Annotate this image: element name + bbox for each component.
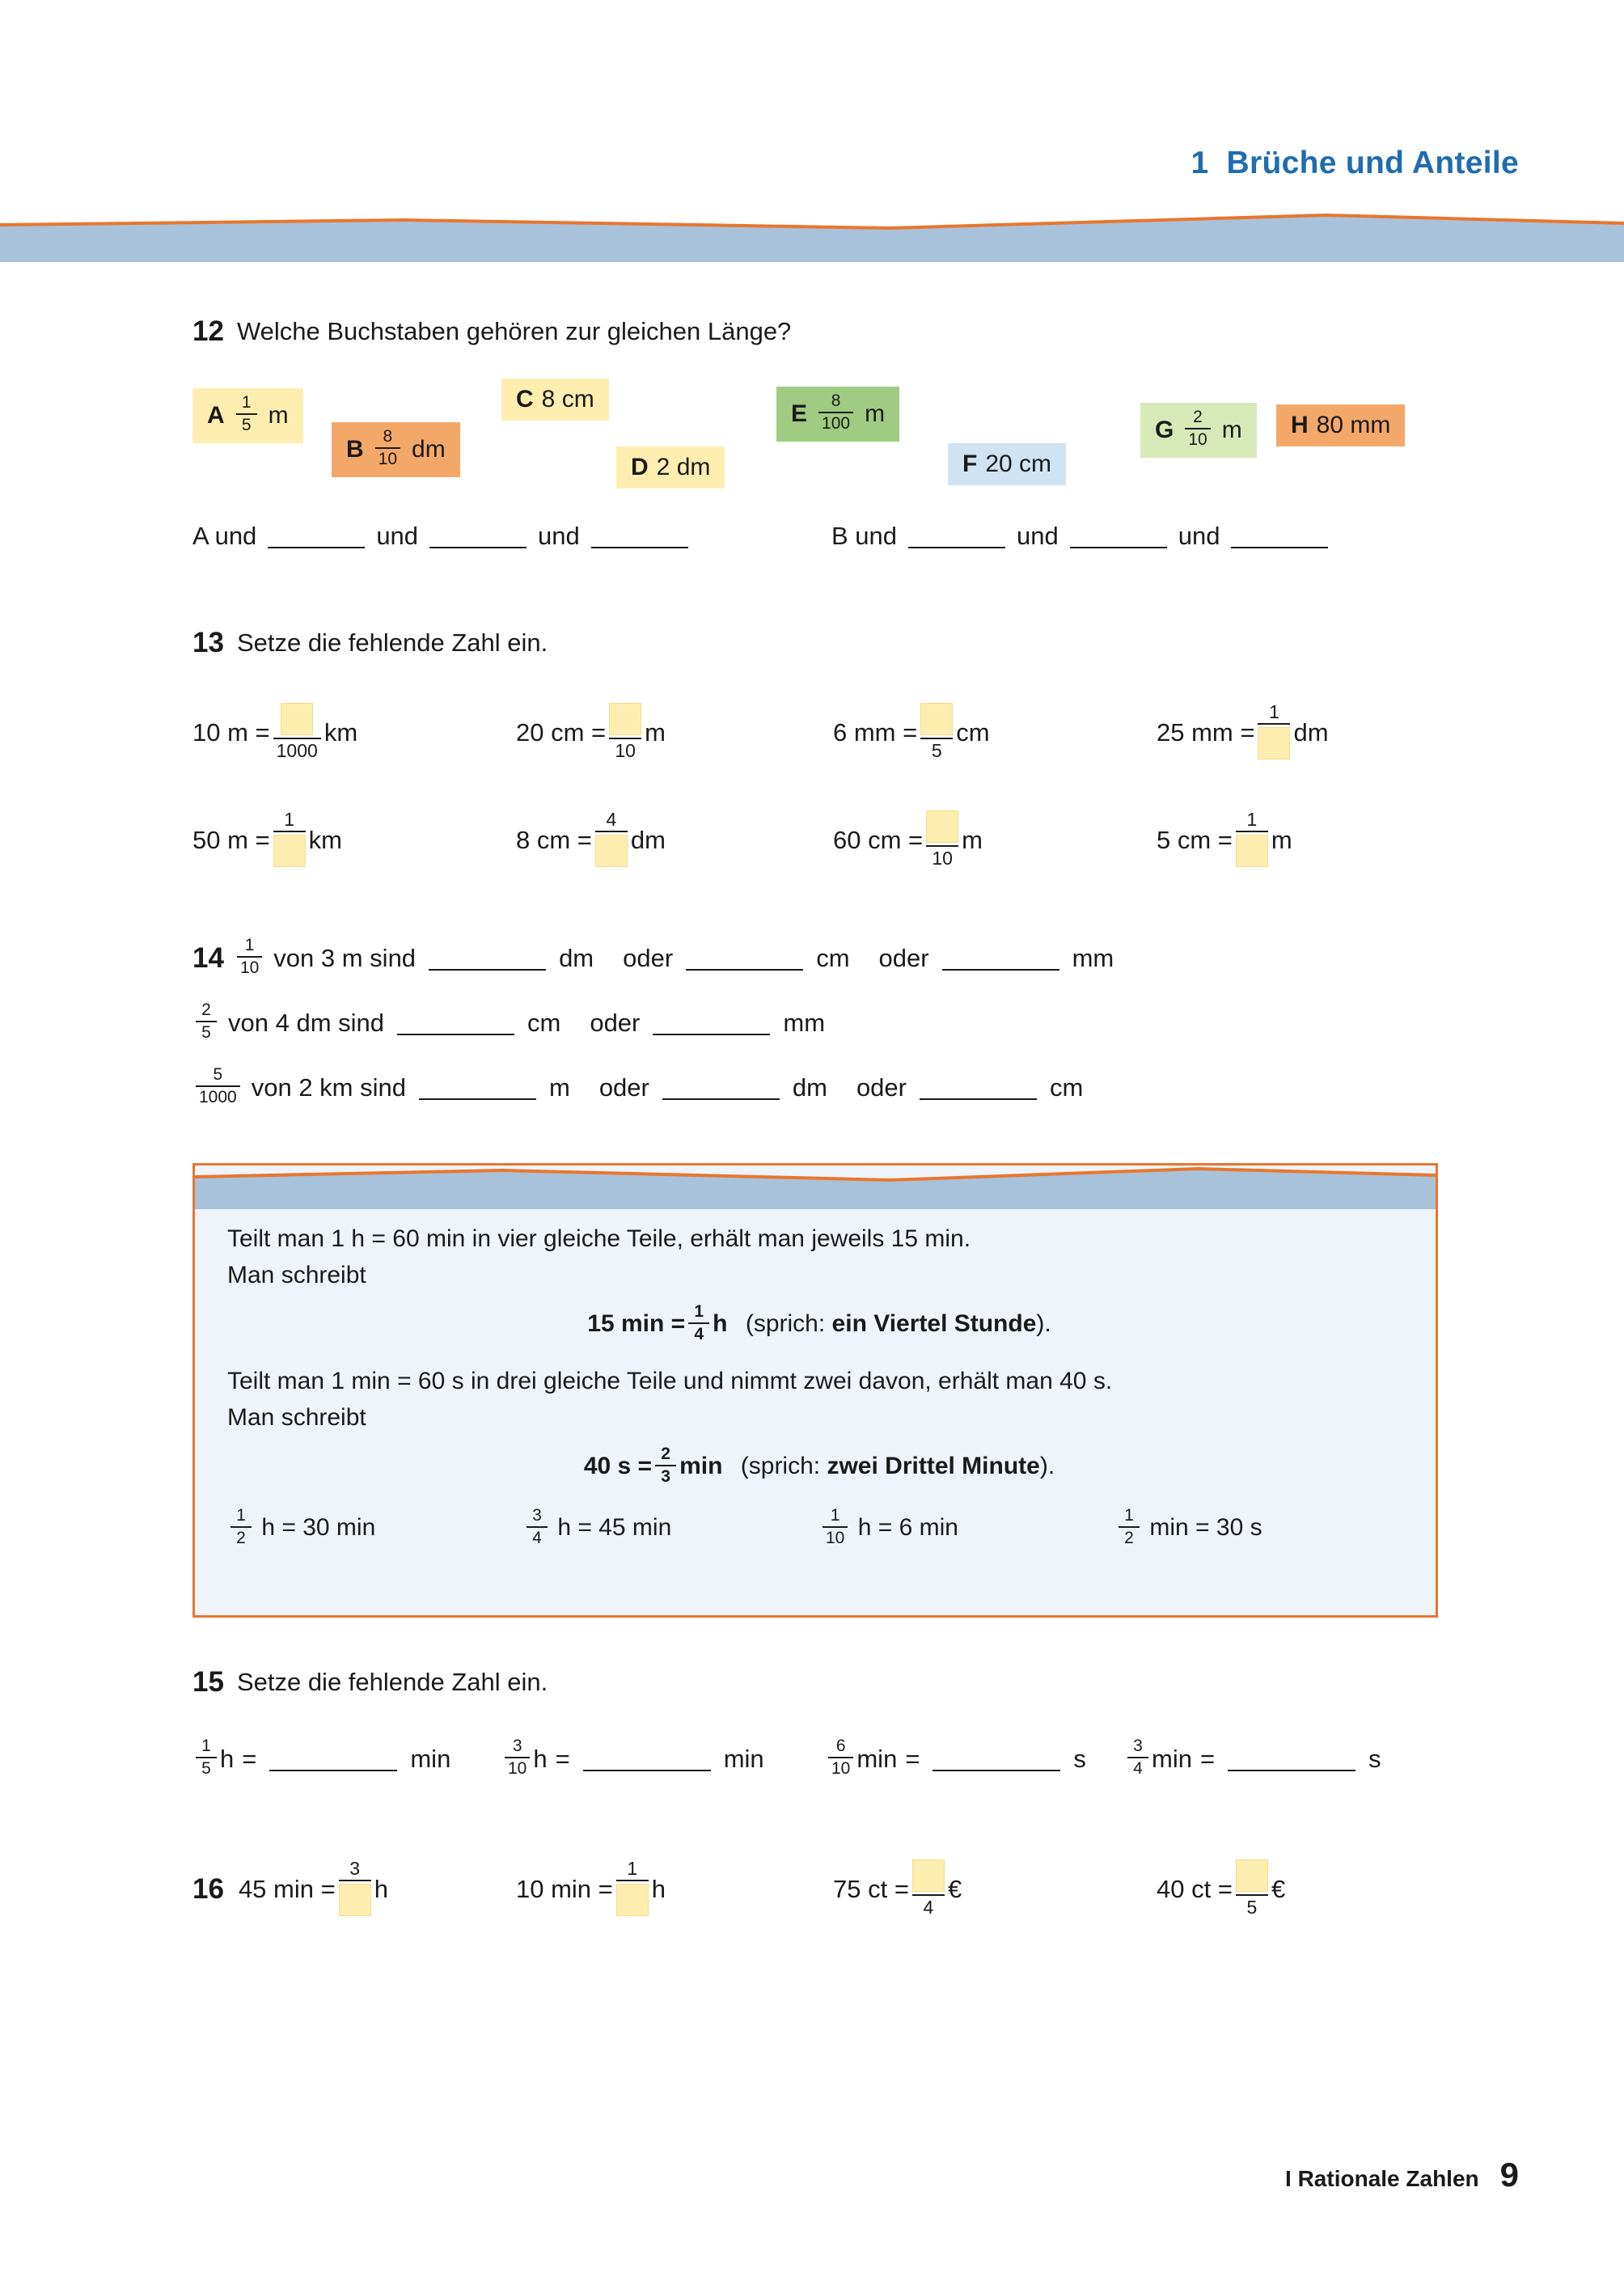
exercise-15-item-4	[1124, 1739, 1381, 1779]
fraction-bar	[196, 1085, 240, 1087]
tile-E-unit: m	[865, 400, 886, 428]
fraction-bar	[375, 447, 400, 449]
denominator: 10	[508, 1759, 527, 1779]
item-fraction	[339, 1859, 371, 1917]
tile-H-letter: H	[1291, 412, 1309, 438]
line-joiner: oder	[590, 1009, 641, 1038]
exercise-13-item-7	[833, 811, 983, 869]
denominator: 10	[239, 958, 260, 978]
answer-box[interactable]	[616, 1884, 649, 1916]
item-unit: dm	[630, 826, 666, 855]
line-unit: cm	[1049, 1073, 1084, 1102]
example-unit: h	[261, 1514, 276, 1542]
item-unit: min	[856, 1745, 898, 1774]
item-unit: h	[220, 1745, 235, 1774]
exercise-15-number: 15	[192, 1666, 224, 1698]
denominator: 2	[1124, 1529, 1134, 1548]
fraction-bar	[1185, 428, 1210, 429]
item-result-unit: min	[723, 1745, 764, 1774]
tile-A-numerator: 1	[241, 393, 252, 412]
tile-E-letter: E	[791, 400, 808, 428]
page-footer	[1285, 2156, 1519, 2194]
formula-2-unit: min	[679, 1453, 723, 1480]
example-fraction	[527, 1507, 548, 1547]
fraction-bar	[655, 1465, 676, 1466]
line-fraction	[196, 1001, 217, 1042]
fraction-bar	[196, 1021, 217, 1022]
formula-1-left: 15 min =	[587, 1309, 686, 1337]
answer-blank[interactable]	[1231, 524, 1328, 548]
item-left: 45 min =	[238, 1875, 336, 1904]
answer-blank[interactable]	[583, 1747, 711, 1771]
example-result: = 30 s	[1195, 1514, 1262, 1542]
exercise-16-number: 16	[192, 1873, 224, 1906]
fraction-bar	[1127, 1757, 1148, 1758]
info-paragraph-2: Teilt man 1 min = 60 s in drei gleiche Teile und nimmt zwei davon, erhält man 40 s.	[227, 1368, 1113, 1395]
fraction-bar	[920, 738, 953, 739]
tile-B-numerator: 8	[383, 427, 393, 446]
answer-blank[interactable]	[1228, 1747, 1355, 1771]
exercise-16-item-3	[833, 1860, 962, 1919]
tile-D-value: 2 dm	[656, 454, 711, 480]
item-unit: min	[1152, 1745, 1192, 1774]
fraction-bar	[595, 831, 628, 832]
answer-box[interactable]	[926, 810, 958, 843]
header-decorative-band	[0, 212, 1624, 262]
denominator: 4	[1133, 1759, 1143, 1779]
exercise-13-title: Setze die fehlende Zahl ein.	[236, 628, 548, 657]
line-unit: m	[548, 1073, 570, 1102]
tile-F[interactable]	[948, 443, 1066, 485]
answer-blank[interactable]	[653, 1011, 770, 1035]
fraction-bar	[273, 831, 306, 832]
numerator: 1	[830, 1506, 840, 1525]
formula-1-unit: h	[713, 1309, 728, 1337]
item-unit: m	[1271, 826, 1292, 855]
denominator: 10	[615, 740, 636, 761]
answer-box[interactable]	[339, 1884, 371, 1916]
denominator: 2	[236, 1529, 246, 1548]
item-result-unit: min	[410, 1745, 451, 1774]
tile-A[interactable]	[192, 388, 303, 443]
line-unit: cm	[816, 944, 850, 973]
fraction-bar	[196, 1757, 217, 1758]
item-fraction	[616, 1859, 649, 1917]
tile-A-fraction	[236, 394, 257, 434]
item-unit: h	[651, 1875, 666, 1904]
item-fraction	[273, 810, 306, 868]
formula-2-tail-close: ).	[1039, 1453, 1055, 1480]
item-left: 10 min =	[516, 1875, 613, 1904]
tile-G-denominator: 10	[1188, 430, 1207, 450]
exercise-16-item-2	[516, 1860, 666, 1919]
item-left: 50 m =	[192, 826, 270, 855]
example-result: = 45 min	[577, 1514, 672, 1542]
exercise-12-title: Welche Buchstaben gehören zur gleichen Länge?	[236, 317, 792, 345]
tile-A-letter: A	[207, 402, 225, 429]
item-equals: =	[1199, 1745, 1216, 1774]
item-fraction	[912, 1859, 945, 1917]
info-box-band	[195, 1166, 1436, 1209]
formula-2-fraction	[655, 1445, 676, 1486]
fraction-bar	[828, 1757, 853, 1758]
info-formula-2	[227, 1447, 1411, 1487]
tile-D[interactable]	[616, 446, 725, 489]
info-example-4	[1115, 1508, 1411, 1549]
item-unit: h	[533, 1745, 548, 1774]
item-unit: h	[374, 1875, 388, 1904]
answer-box[interactable]	[1236, 1859, 1268, 1892]
tile-E-numerator: 8	[831, 391, 841, 410]
item-equals: =	[905, 1745, 920, 1774]
tile-C-value: 8 cm	[541, 386, 594, 412]
denominator: 4	[694, 1325, 704, 1344]
denominator: 1000	[199, 1088, 237, 1107]
fraction-bar	[926, 845, 958, 847]
denominator: 3	[661, 1467, 670, 1487]
numerator: 4	[606, 809, 617, 830]
exercise-16-item-4	[1157, 1860, 1285, 1919]
numerator: 2	[661, 1445, 670, 1464]
item-left: 40 ct =	[1157, 1875, 1233, 1904]
example-fraction	[823, 1507, 848, 1547]
example-unit: h	[857, 1514, 872, 1542]
numerator: 3	[1133, 1737, 1143, 1755]
example-result: = 30 min	[281, 1514, 376, 1542]
item-unit: cm	[956, 718, 990, 747]
formula-2-bold: zwei Drittel Minute	[827, 1453, 1040, 1480]
example-unit: h	[557, 1514, 572, 1542]
numerator: 1	[284, 809, 295, 830]
answer-box[interactable]	[920, 703, 953, 735]
item-equals: =	[555, 1745, 570, 1774]
numerator: 2	[201, 1001, 211, 1019]
page-header-title	[1191, 146, 1519, 181]
info-example-1	[227, 1508, 523, 1549]
exercise-15-title: Setze die fehlende Zahl ein.	[236, 1668, 548, 1696]
numerator: 6	[835, 1737, 846, 1755]
answer-blank[interactable]	[419, 1076, 536, 1100]
formula-2-tail-open: (sprich:	[740, 1453, 821, 1480]
exercise-15-item-1	[192, 1739, 450, 1779]
info-example-2	[523, 1508, 819, 1549]
tile-B-letter: B	[346, 436, 364, 463]
formula-1-bold: ein Viertel Stunde	[831, 1309, 1037, 1337]
denominator: 5	[201, 1759, 211, 1779]
tile-B-fraction	[375, 428, 400, 468]
fraction-bar	[818, 412, 853, 413]
item-result-unit: s	[1368, 1745, 1381, 1774]
exercise-13-item-3	[833, 704, 990, 762]
tile-C[interactable]	[501, 379, 609, 421]
exercise-12-answer-row-A	[192, 522, 700, 551]
numerator: 1	[236, 1506, 246, 1525]
line-fraction	[237, 937, 262, 977]
line-unit: mm	[783, 1009, 826, 1038]
fraction-bar	[230, 1526, 252, 1528]
exercise-12-answer-row-B	[831, 522, 1339, 551]
example-result: = 6 min	[878, 1514, 958, 1542]
answer-joiner: und	[1178, 522, 1220, 550]
denominator: 10	[831, 1759, 851, 1779]
item-left: 8 cm =	[516, 826, 592, 855]
exercise-14-line-1	[192, 938, 1114, 979]
line-text: von 4 dm sind	[228, 1009, 384, 1038]
answer-blank[interactable]	[942, 946, 1059, 971]
answer-box[interactable]	[281, 703, 313, 735]
exercise-13-item-2	[516, 704, 666, 762]
fraction-bar	[1236, 831, 1268, 832]
denominator: 10	[932, 848, 953, 869]
item-unit: m	[962, 826, 983, 855]
line-unit: dm	[792, 1073, 827, 1102]
numerator: 5	[213, 1065, 223, 1084]
fraction-bar	[688, 1322, 709, 1324]
item-unit: dm	[1293, 718, 1329, 747]
exercise-13-item-4	[1157, 701, 1329, 762]
tile-G-fraction	[1185, 408, 1210, 449]
denominator: 5	[201, 1023, 211, 1043]
answer-joiner: und	[1017, 522, 1059, 550]
item-unit: €	[947, 1875, 962, 1904]
tile-D-letter: D	[631, 454, 649, 480]
answer-blank[interactable]	[397, 1011, 514, 1035]
exercise-14-line-2	[192, 1003, 825, 1043]
answer-blank[interactable]	[908, 524, 1005, 548]
answer-blank[interactable]	[268, 524, 365, 548]
exercise-15-item-3	[825, 1739, 1086, 1779]
item-unit: m	[645, 718, 666, 747]
item-fraction	[920, 702, 953, 760]
answer-blank[interactable]	[591, 524, 688, 548]
item-left: 10 m =	[192, 718, 270, 747]
tile-F-letter: F	[962, 451, 978, 477]
denominator: 5	[931, 740, 942, 761]
fraction-bar	[616, 1880, 649, 1881]
fraction-bar	[505, 1757, 530, 1758]
numerator: 1	[244, 936, 255, 954]
tile-F-value: 20 cm	[985, 451, 1052, 477]
item-left: 60 cm =	[833, 826, 924, 855]
answer-box[interactable]	[609, 703, 641, 735]
answer-box[interactable]	[273, 835, 306, 867]
answer-blank[interactable]	[686, 946, 803, 971]
fraction-bar	[823, 1526, 848, 1528]
answer-box[interactable]	[1258, 727, 1290, 759]
item-equals: =	[242, 1745, 257, 1774]
answer-joiner: und	[538, 522, 580, 550]
answer-A-start: A und	[192, 522, 257, 550]
tile-B[interactable]	[332, 422, 460, 477]
info-box-content	[227, 1221, 1411, 1549]
item-left: 25 mm =	[1157, 718, 1255, 747]
item-fraction	[1236, 810, 1268, 868]
answer-joiner: und	[376, 522, 419, 550]
tile-G-letter: G	[1155, 417, 1174, 444]
numerator: 1	[1269, 701, 1279, 722]
line-fraction	[196, 1066, 240, 1106]
item-left: 5 cm =	[1157, 826, 1233, 855]
fraction-bar	[1258, 723, 1290, 725]
numerator: 1	[1124, 1506, 1134, 1525]
denominator: 4	[532, 1529, 542, 1548]
item-unit: €	[1271, 1875, 1286, 1904]
item-result-unit: s	[1073, 1745, 1086, 1774]
fraction-bar	[527, 1526, 548, 1528]
exercise-13-item-5	[192, 811, 342, 869]
item-fraction	[1127, 1737, 1148, 1778]
info-paragraph-1: Teilt man 1 h = 60 min in vier gleiche Teile, erhält man jeweils 15 min.	[227, 1225, 971, 1252]
fraction-bar	[1236, 1894, 1268, 1896]
line-text: von 2 km sind	[251, 1073, 406, 1102]
item-unit: km	[324, 718, 358, 747]
denominator: 5	[1246, 1897, 1258, 1918]
tile-E-fraction	[818, 392, 853, 433]
numerator: 1	[694, 1302, 704, 1321]
item-left: 20 cm =	[516, 718, 607, 747]
exercise-12-heading	[192, 315, 791, 348]
numerator: 1	[1246, 809, 1258, 830]
info-examples	[227, 1508, 1411, 1549]
tile-E-denominator: 100	[822, 414, 851, 434]
formula-1-fraction	[688, 1303, 709, 1343]
exercise-13-item-8	[1157, 811, 1292, 869]
info-paragraph-1b: Man schreibt	[227, 1262, 366, 1288]
answer-box[interactable]	[912, 1859, 945, 1892]
exercise-16-item-1	[192, 1860, 388, 1919]
formula-1-tail-close: ).	[1036, 1309, 1051, 1337]
line-unit: mm	[1072, 944, 1114, 973]
exercise-13-heading	[192, 627, 548, 659]
exercise-14-number: 14	[192, 942, 224, 975]
line-unit: cm	[527, 1009, 561, 1038]
tile-A-denominator: 5	[241, 416, 252, 435]
info-paragraph-2b: Man schreibt	[227, 1404, 366, 1432]
fraction-bar	[236, 413, 257, 415]
item-fraction	[828, 1737, 853, 1778]
tile-G[interactable]	[1140, 403, 1257, 458]
numerator: 3	[532, 1506, 542, 1525]
item-fraction	[273, 702, 321, 760]
numerator: 3	[349, 1858, 361, 1879]
formula-1-tail-open: (sprich:	[745, 1309, 826, 1337]
item-left: 75 ct =	[833, 1875, 909, 1904]
item-left: 6 mm =	[833, 718, 918, 747]
item-fraction	[196, 1737, 217, 1778]
tile-H-value: 80 mm	[1316, 412, 1391, 438]
answer-B-start: B und	[831, 522, 898, 550]
exercise-15-heading	[192, 1666, 548, 1699]
fraction-bar	[339, 1880, 371, 1881]
answer-blank[interactable]	[662, 1076, 780, 1100]
item-fraction	[609, 702, 641, 760]
tile-G-unit: m	[1221, 417, 1242, 444]
exercise-13-number: 13	[192, 627, 224, 658]
line-joiner: oder	[856, 1073, 907, 1102]
tile-G-numerator: 2	[1193, 408, 1203, 426]
numerator: 1	[201, 1737, 211, 1755]
answer-blank[interactable]	[933, 1747, 1060, 1771]
answer-blank[interactable]	[1070, 524, 1167, 548]
denominator: 1000	[276, 740, 318, 761]
item-unit: km	[308, 826, 342, 855]
chapter-title: Brüche und Anteile	[1226, 146, 1519, 180]
exercise-15-item-2	[501, 1739, 764, 1779]
exercise-14-line-3	[192, 1065, 1084, 1108]
exercise-13-item-1	[192, 704, 357, 762]
info-box	[192, 1163, 1438, 1618]
exercise-13-item-6	[516, 811, 666, 869]
example-fraction	[230, 1507, 252, 1547]
line-joiner: oder	[598, 1073, 649, 1102]
fraction-bar	[237, 956, 262, 958]
fraction-bar	[273, 738, 321, 739]
info-formula-1	[227, 1302, 1411, 1345]
answer-box[interactable]	[1236, 835, 1268, 867]
line-unit: dm	[559, 944, 594, 973]
fraction-bar	[1119, 1526, 1140, 1528]
info-example-3	[819, 1508, 1115, 1549]
denominator: 10	[826, 1529, 845, 1548]
line-text: von 3 m sind	[273, 944, 417, 973]
tile-B-denominator: 10	[378, 450, 398, 469]
item-fraction	[926, 810, 958, 868]
item-fraction	[1236, 1859, 1268, 1917]
answer-blank[interactable]	[269, 1747, 397, 1771]
fraction-bar	[609, 738, 641, 739]
tile-E[interactable]	[776, 387, 899, 442]
footer-section-label: I Rationale Zahlen	[1285, 2166, 1479, 2191]
tile-H[interactable]	[1276, 404, 1405, 446]
tile-B-unit: dm	[412, 436, 446, 463]
numerator: 3	[512, 1737, 522, 1755]
formula-2-left: 40 s =	[583, 1453, 653, 1480]
item-fraction	[595, 810, 628, 868]
example-fraction	[1119, 1507, 1140, 1547]
line-joiner: oder	[623, 944, 674, 973]
item-fraction	[1258, 702, 1290, 760]
example-unit: min	[1149, 1514, 1189, 1542]
exercise-12-number: 12	[192, 315, 224, 347]
line-joiner: oder	[878, 944, 929, 973]
numerator: 1	[627, 1858, 638, 1879]
chapter-number: 1	[1191, 146, 1209, 180]
tile-C-letter: C	[516, 386, 534, 412]
fraction-bar	[912, 1894, 945, 1896]
footer-page-number: 9	[1499, 2156, 1519, 2194]
answer-box[interactable]	[595, 835, 628, 867]
answer-blank[interactable]	[429, 524, 527, 548]
answer-blank[interactable]	[429, 946, 546, 971]
denominator: 4	[923, 1897, 934, 1918]
answer-blank[interactable]	[920, 1076, 1037, 1100]
tile-A-unit: m	[268, 402, 289, 429]
item-fraction	[505, 1737, 530, 1778]
